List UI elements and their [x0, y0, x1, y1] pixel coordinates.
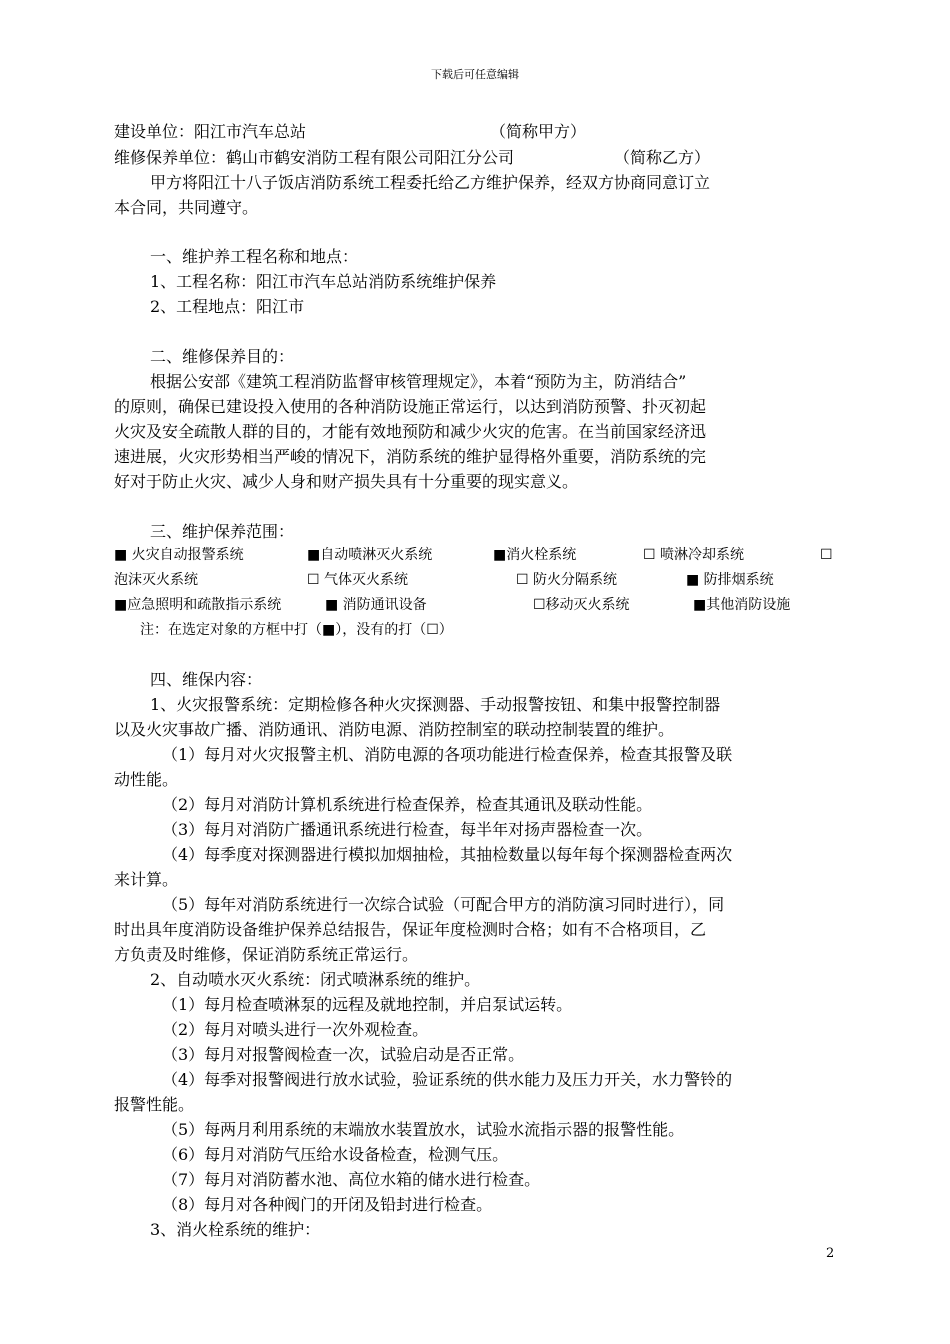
section-1-item: 1、工程名称：阳江市汽车总站消防系统维护保养 [150, 272, 497, 291]
scope-option-other: ■其他消防设施 [693, 597, 791, 613]
section-2-line: 速进展，火灾形势相当严峻的情况下，消防系统的维护显得格外重要，消防系统的完 [114, 447, 707, 466]
section-4-line: 以及火灾事故广播、消防通讯、消防电源、消防控制室的联动控制装置的维护。 [114, 720, 675, 739]
section-4-line: 动性能。 [114, 770, 179, 789]
scope-option-smoke-exhaust: ■ 防排烟系统 [686, 572, 774, 588]
section-1-item: 2、工程地点：阳江市 [150, 297, 305, 316]
scope-option-foam-checkbox: ☐ [820, 547, 833, 563]
section-1-title: 一、维护养工程名称和地点： [150, 247, 359, 266]
party-a-label: 建设单位：阳江市汽车总站 [114, 122, 307, 141]
intro-line: 本合同，共同遵守。 [114, 198, 259, 217]
section-4-line: （5）每年对消防系统进行一次综合试验（可配合甲方的消防演习同时进行），同 [162, 895, 725, 914]
section-4-line: 3、消火栓系统的维护： [150, 1220, 321, 1239]
section-4-line: 2、自动喷水灭火系统：闭式喷淋系统的维护。 [150, 970, 481, 989]
party-a-short: （简称甲方） [490, 122, 587, 141]
scope-option-mobile-extinguish: ☐移动灭火系统 [533, 597, 630, 613]
section-2-line: 的原则，确保已建设投入使用的各种消防设施正常运行，以达到消防预警、扑灭初起 [114, 397, 707, 416]
scope-option-gas: ☐ 气体灭火系统 [307, 572, 409, 588]
section-3-title: 三、维护保养范围： [150, 522, 295, 541]
party-a-line [114, 119, 838, 144]
section-4-line: （6）每月对消防气压给水设备检查，检测气压。 [162, 1145, 509, 1164]
scope-option-spray-cooling: ☐ 喷淋冷却系统 [643, 547, 745, 563]
section-4-line: （7）每月对消防蓄水池、高位水箱的储水进行检查。 [162, 1170, 541, 1189]
section-2-title: 二、维修保养目的： [150, 347, 295, 366]
scope-option-hydrant: ■消火栓系统 [493, 547, 577, 563]
scope-option-foam: 泡沫灭火系统 [114, 572, 198, 588]
section-4-line: 方负责及时维修，保证消防系统正常运行。 [114, 945, 419, 964]
section-4-line: 来计算。 [114, 870, 179, 889]
section-4-title: 四、维保内容： [150, 670, 263, 689]
party-b-line [114, 145, 838, 170]
section-2-line: 火灾及安全疏散人群的目的，才能有效地预防和减少火灾的危害。在当前国家经济迅 [114, 422, 707, 441]
section-4-line: 1、火灾报警系统：定期检修各种火灾探测器、手动报警按钮、和集中报警控制器 [150, 695, 721, 714]
scope-option-emergency-lighting: ■应急照明和疏散指示系统 [114, 597, 282, 613]
section-4-line: （2）每月对消防计算机系统进行检查保养，检查其通讯及联动性能。 [162, 795, 653, 814]
scope-option-sprinkler: ■自动喷淋灭火系统 [307, 547, 433, 563]
section-2-line: 好对于防止火灾、减少人身和财产损失具有十分重要的现实意义。 [114, 472, 579, 491]
scope-note: 注：在选定对象的方框中打（■），没有的打（☐） [140, 622, 453, 638]
page-number: 2 [826, 1246, 835, 1261]
party-b-label: 维修保养单位：鹤山市鹤安消防工程有限公司阳江分公司 [114, 148, 515, 167]
section-4-line: （3）每月对报警阀检查一次，试验启动是否正常。 [162, 1045, 525, 1064]
section-4-line: （4）每季度对探测器进行模拟加烟抽检，其抽检数量以每年每个探测器检查两次 [162, 845, 733, 864]
party-b-short: （简称乙方） [614, 148, 711, 167]
section-4-line: （1）每月检查喷淋泵的远程及就地控制，并启泵试运转。 [162, 995, 573, 1014]
section-4-line: （5）每两月利用系统的末端放水装置放水，试验水流指示器的报警性能。 [162, 1120, 685, 1139]
section-4-line: （3）每月对消防广播通讯系统进行检查，每半年对扬声器检查一次。 [162, 820, 653, 839]
section-4-line: （2）每月对喷头进行一次外观检查。 [162, 1020, 429, 1039]
scope-option-communication: ■ 消防通讯设备 [325, 597, 427, 613]
intro-line: 甲方将阳江十八子饭店消防系统工程委托给乙方维护保养，经双方协商同意订立 [150, 173, 711, 192]
page-header: 下载后可任意编辑 [431, 68, 519, 81]
section-4-line: （1）每月对火灾报警主机、消防电源的各项功能进行检查保养，检查其报警及联 [162, 745, 733, 764]
scope-option-fire-alarm: ■ 火灾自动报警系统 [114, 547, 244, 563]
scope-option-fire-separation: ☐ 防火分隔系统 [516, 572, 618, 588]
section-4-line: （4）每季对报警阀进行放水试验，验证系统的供水能力及压力开关，水力警铃的 [162, 1070, 733, 1089]
section-2-line: 根据公安部《建筑工程消防监督审核管理规定》，本着“预防为主，防消结合” [150, 372, 687, 391]
section-4-line: 报警性能。 [114, 1095, 195, 1114]
section-4-line: 时出具年度消防设备维护保养总结报告，保证年度检测时合格；如有不合格项目，乙 [114, 920, 707, 939]
section-4-line: （8）每月对各种阀门的开闭及铅封进行检查。 [162, 1195, 493, 1214]
